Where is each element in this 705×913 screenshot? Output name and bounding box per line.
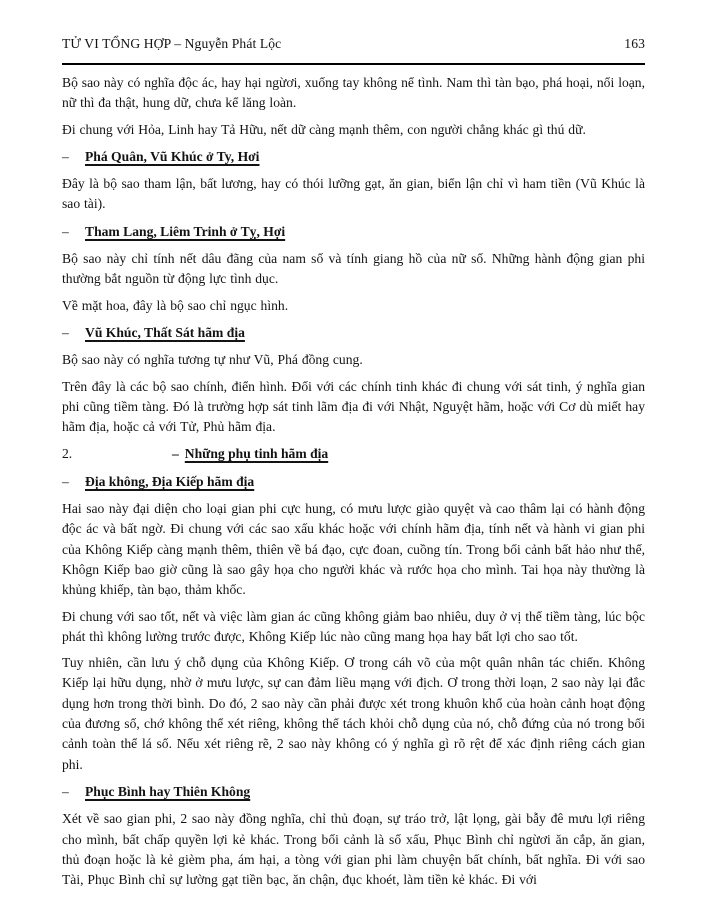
- heading-text: Phá Quân, Vũ Khúc ở Ty, Hơi: [85, 148, 260, 164]
- heading-text: Những phụ tinh hãm địa: [184, 446, 329, 462]
- paragraph: Hai sao này đại diện cho loại gian phi cực hung, có mưu lược giào quyệt và cao thâm lại có hành động độc ác và bất ngờ. Đi chung với các sao xấu khác hoặc với chính hãm địa, tính nết và hành vi gian phi của Không Kiếp càng mạnh thêm, thiên về bá đạo, cực đoan, cuồng tín. Trong bối cảnh bất hảo như thế, Khôgn Kiếp bao giờ cũng là sao gây họa cho người khác và rước họa cho mình. Tai họa này thường là khủng khiếp, tàn bạo, thảm khốc.: [62, 501, 645, 598]
- page-number: 163: [624, 36, 645, 51]
- section-heading: [62, 222, 645, 242]
- heading-dash: –: [62, 223, 69, 239]
- numbered-section-heading: [62, 444, 645, 464]
- paragraph: Bộ sao này chỉ tính nết dâu đãng của nam số và tính giang hồ của nữ số. Những hành động gian phi thường bắt nguồn từ động lực tình dục.: [62, 251, 645, 287]
- paragraph: Về mặt hoa, đây là bộ sao chỉ ngục hình.: [62, 297, 289, 313]
- heading-text: Phục Bình hay Thiên Không: [85, 783, 251, 799]
- section-number: 2.: [62, 446, 73, 462]
- heading-dash: –: [62, 148, 69, 164]
- heading-dash: –: [62, 324, 69, 340]
- heading-dash: –: [172, 446, 179, 462]
- section-heading: [62, 782, 645, 802]
- heading-text: Tham Lang, Liêm Trinh ở Tỵ, Hợi: [85, 223, 286, 239]
- paragraph: Tuy nhiên, cần lưu ý chỗ dụng của Không Kiếp. Ơ trong cáh võ của một quân nhân tác chiến. Không Kiếp lại hữu dụng, nhờ ở mưu lược, sự can đảm liều mạng với địch. Ơ trong thời loạn, 2 sao này lại đắc dụng hơn trong thời bình. Do đó, 2 sao này cần phải được xét trong khuôn khổ của hoàn cảnh hoạt động của đương số, chớ không thể xét riêng, không thể tách khỏi chỗ dụng của nó, chỗ đứng của nó trong bối cảnh toàn thể lá số. Nếu xét riêng rẽ, 2 sao này không có ý nghĩa gì rõ rệt để xác định riêng cách gian phi.: [62, 655, 645, 772]
- paragraph: Bộ sao này có nghĩa tương tự như Vũ, Phá đồng cung.: [62, 352, 363, 368]
- book-title: TỬ VI TỔNG HỢP – Nguyễn Phát Lộc: [62, 36, 282, 51]
- section-heading: [62, 472, 645, 492]
- paragraph: Đi chung với Hỏa, Linh hay Tả Hữu, nết dữ càng mạnh thêm, con người chẳng khác gì thú dữ.: [62, 121, 586, 137]
- heading-dash: –: [62, 473, 69, 489]
- heading-text: Địa không, Địa Kiếp hãm địa: [85, 473, 255, 489]
- paragraph: Xét về sao gian phi, 2 sao này đồng nghĩa, chỉ thủ đoạn, sự tráo trở, lật lọng, gài bẫy đê mưu lợi riêng cho mình, bất chấp quyền lợi kẻ khác. Trong bối cảnh là số xấu, Phục Bình chỉ ngừơi ăn cắp, ăn gian, thủ đoạn hoặc là kẻ gièm pha, ám hại, a tòng với gian phi làm chuyện bất chính, bất nghĩa. Đi với sao Tài, Phục Bình chỉ sự lường gạt tiền bạc, ăn chận, đục khoét, làm tiền kẻ khác. Đi với: [62, 811, 645, 888]
- heading-dash: –: [62, 783, 69, 799]
- section-heading: [62, 323, 645, 343]
- page-body: [62, 65, 645, 890]
- section-heading: [62, 147, 645, 167]
- paragraph: Đi chung với sao tốt, nết và việc làm gian ác cũng không giảm bao nhiêu, duy ở vị thế tiềm tàng, lúc bộc phát thì không lường trước được, Không Kiếp lúc nào cũng mang họa hay bất lợi cho sao tốt.: [62, 608, 645, 644]
- paragraph: Trên đây là các bộ sao chính, điển hình. Đối với các chính tinh khác đi chung với sát tinh, ý nghĩa gian phi cũng tiềm tàng. Đó là trường hợp sát tinh lãm địa đi với Nhật, Nguyệt hãm, hoặc với Cơ dù miết hay hãm địa, hoặc cả với Tử, Phủ hãm địa.: [62, 378, 645, 435]
- page-header: [62, 36, 645, 65]
- paragraph: Đây là bộ sao tham lận, bất lương, hay có thói lưỡng gạt, ăn gian, biển lận chỉ vì ham tiền (Vũ Khúc là sao tài).: [62, 176, 645, 212]
- heading-text: Vũ Khúc, Thất Sát hãm địa: [85, 324, 245, 340]
- paragraph: Bộ sao này có nghĩa độc ác, hay hại ngừơi, xuống tay không nể tình. Nam thì tàn bạo, phá hoại, nổi loạn, nữ thì đa thật, hung dữ, chưa kể lăng loàn.: [62, 75, 645, 111]
